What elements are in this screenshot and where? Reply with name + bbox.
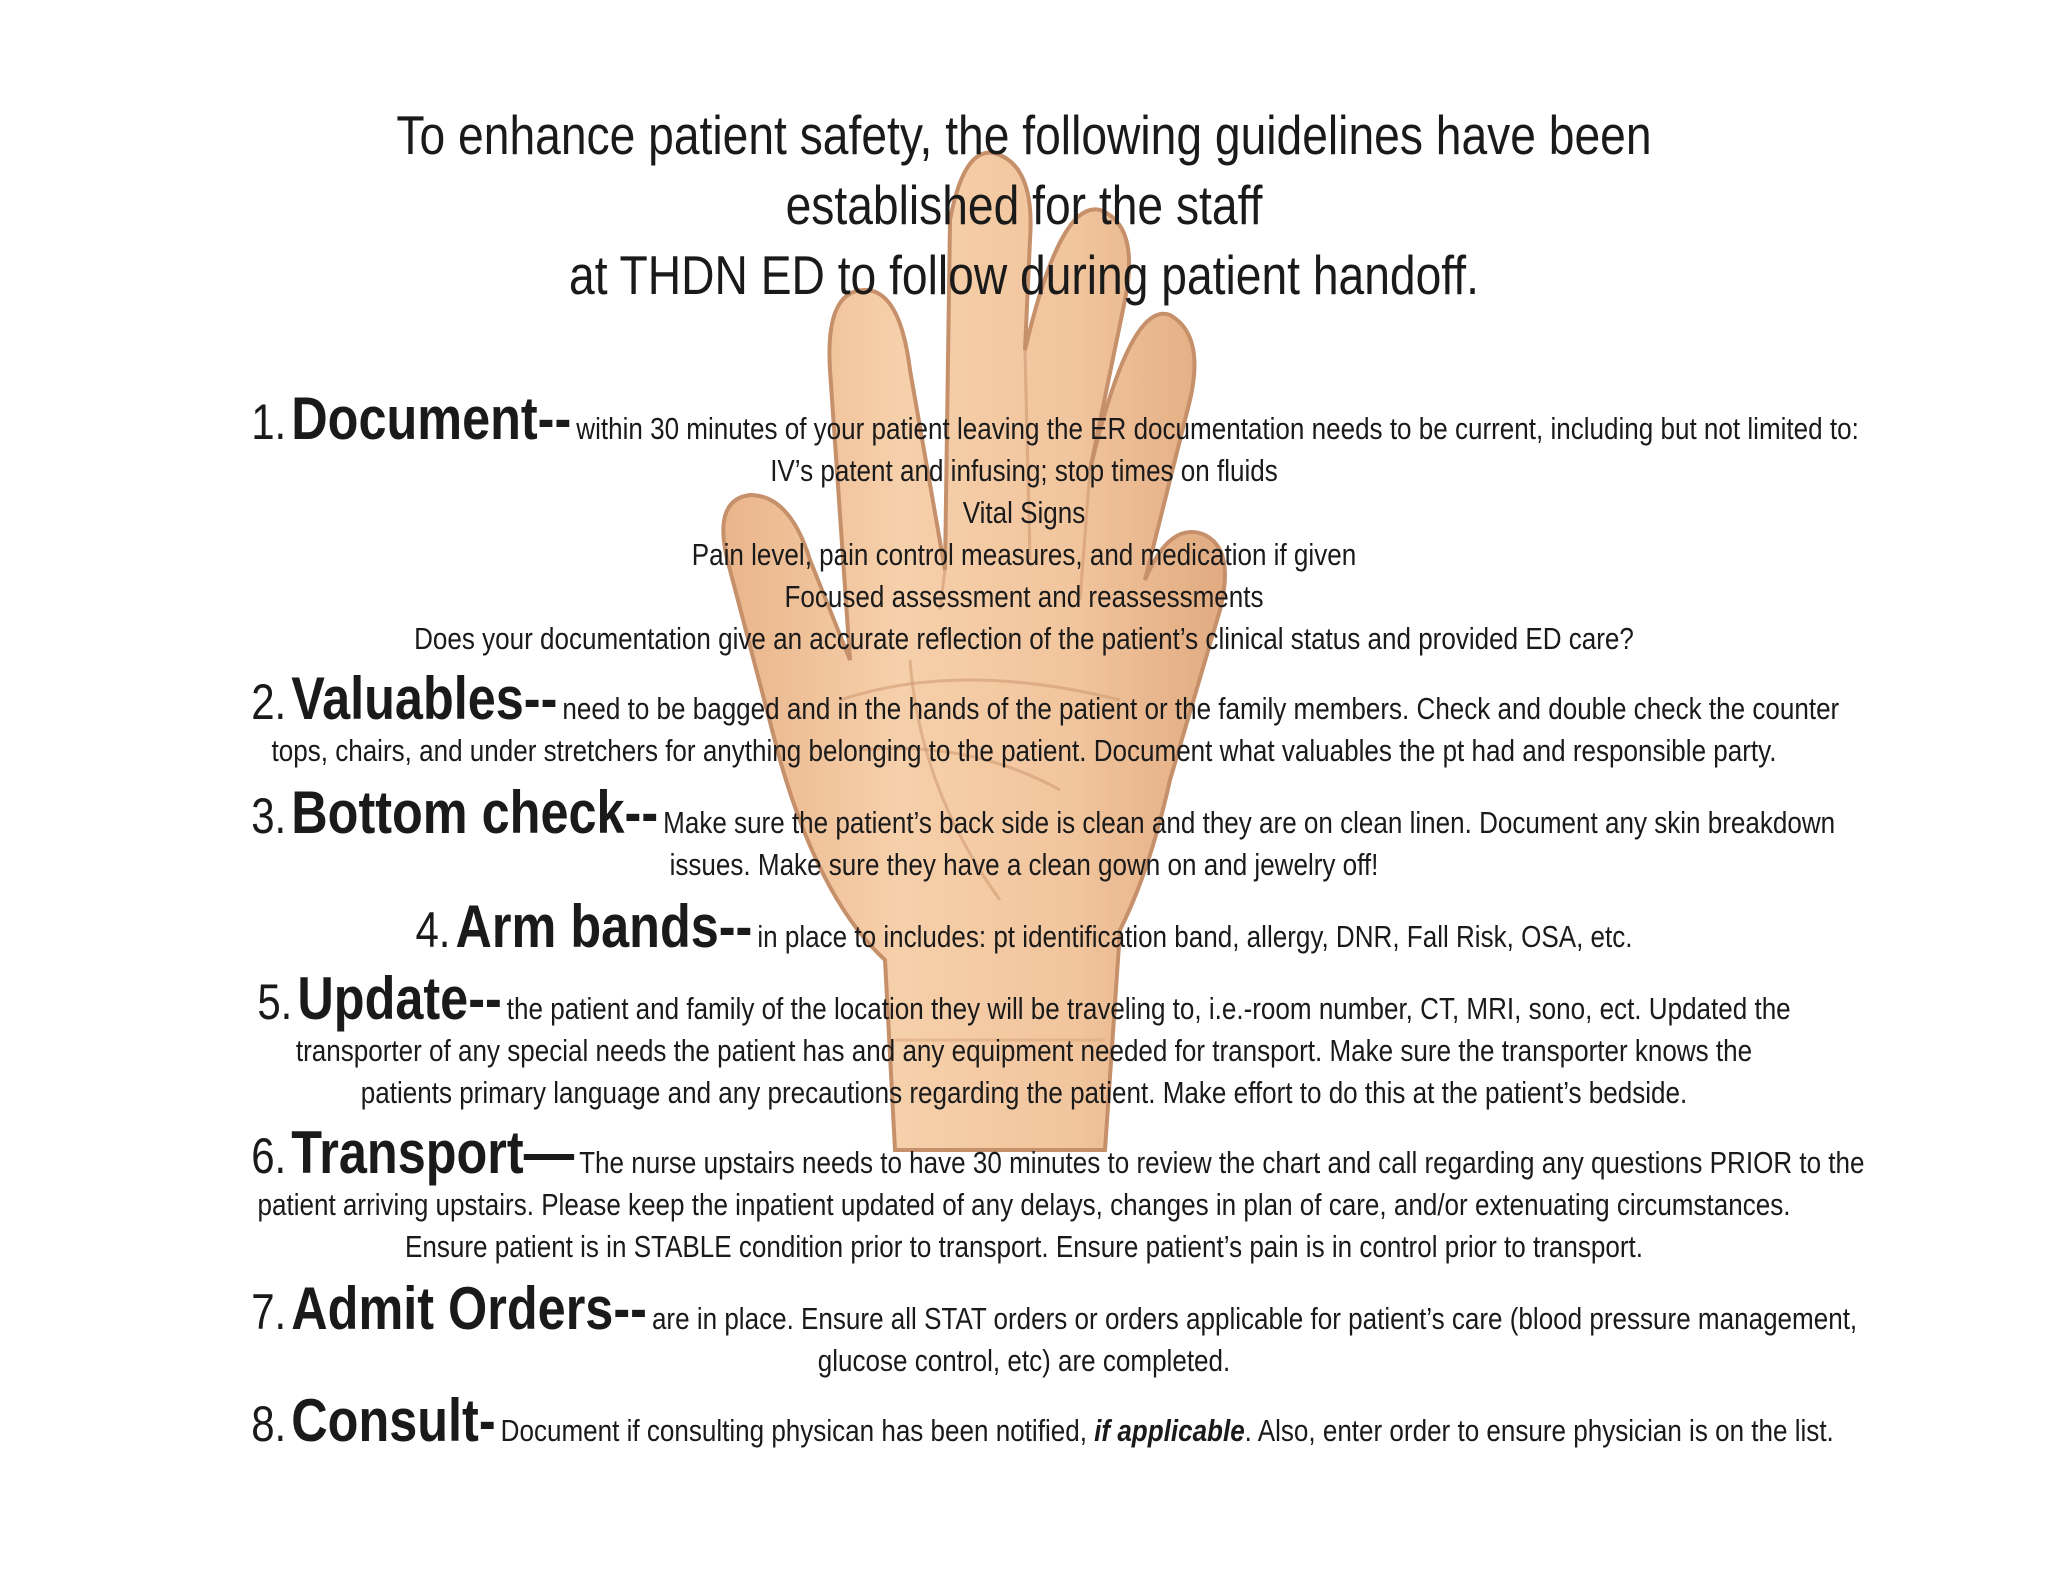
guideline-item-valuables (251, 665, 1840, 772)
item-subline: patients primary language and any precautions regarding the patient. Make effort to do this at the patient’s bedside. (360, 1075, 1688, 1110)
item-heading: Arm bands-- (455, 893, 753, 960)
item-subline: Vital Signs (962, 495, 1086, 530)
item-number: 8. (251, 1396, 287, 1452)
guideline-item-update (251, 965, 1797, 1114)
item-subline: tops, chairs, and under stretchers for anything belonging to the patient. Document what valuables the pt had and responsible party. (271, 733, 1777, 768)
guideline-item-consult (251, 1387, 1834, 1454)
item-subline: transporter of any special needs the patient has and any equipment needed for transport. Make sure the transporter knows the (295, 1033, 1753, 1068)
item-heading: Bottom check-- (291, 779, 659, 846)
item-number: 2. (251, 674, 287, 730)
item-subline: glucose control, etc) are completed. (817, 1343, 1231, 1378)
item-text: in place to includes: pt identification band, allergy, DNR, Fall Risk, OSA, etc. (757, 919, 1633, 954)
guideline-item-transport (251, 1119, 1865, 1268)
guideline-item-document (251, 385, 1859, 660)
item-number: 5. (257, 974, 293, 1030)
guideline-item-arm-bands (251, 893, 1797, 960)
title-line: To enhance patient safety, the following guidelines have been (396, 104, 1652, 166)
item-text: Document if consulting physican has been notified, (500, 1413, 1087, 1448)
item-heading: Transport— (291, 1119, 575, 1186)
item-number: 6. (251, 1128, 287, 1184)
item-subline: patient arriving upstairs. Please keep the inpatient updated of any delays, changes in plan of care, and/or extenuating circumstances. (257, 1187, 1791, 1222)
item-emphasis: if applicable (1094, 1413, 1245, 1448)
item-subline: issues. Make sure they have a clean gown on and jewelry off! (669, 847, 1379, 882)
item-subline: Does your documentation give an accurate reflection of the patient’s clinical status and provided ED care? (414, 621, 1634, 656)
item-number: 4. (415, 902, 451, 958)
item-text: are in place. Ensure all STAT orders or orders applicable for patient’s care (blood pressure management, (651, 1301, 1858, 1336)
item-heading: Consult- (291, 1387, 496, 1454)
item-heading: Update-- (297, 965, 502, 1032)
item-subline: Ensure patient is in STABLE condition prior to transport. Ensure patient’s pain is in control prior to transport. (404, 1229, 1644, 1264)
item-text: the patient and family of the location they will be traveling to, i.e.-room number, CT, MRI, sono, ect. Updated the (506, 991, 1791, 1026)
item-number: 3. (251, 788, 287, 844)
guideline-item-admit-orders (251, 1275, 1858, 1382)
item-text: The nurse upstairs needs to have 30 minutes to review the chart and call regarding any questions PRIOR to the (579, 1145, 1865, 1180)
item-heading: Document-- (291, 385, 572, 452)
item-subline: IV’s patent and infusing; stop times on fluids (770, 453, 1278, 488)
guideline-item-bottom-check (251, 779, 1836, 886)
item-number: 1. (251, 394, 287, 450)
item-text-after: . Also, enter order to ensure physician is on the list. (1244, 1413, 1834, 1448)
item-text: need to be bagged and in the hands of the patient or the family members. Check and double check the counter (562, 691, 1840, 726)
item-number: 7. (251, 1284, 287, 1340)
title-line: at THDN ED to follow during patient handoff. (569, 244, 1479, 306)
document-title (352, 100, 1696, 310)
item-heading: Valuables-- (291, 665, 558, 732)
item-subline: Focused assessment and reassessments (784, 579, 1264, 614)
item-heading: Admit Orders-- (291, 1275, 647, 1342)
item-text: Make sure the patient’s back side is clean and they are on clean linen. Document any skin breakdown (663, 805, 1836, 840)
title-line: established for the staff (785, 174, 1263, 236)
item-text: within 30 minutes of your patient leaving the ER documentation needs to be current, including but not limited to: (576, 411, 1859, 446)
item-subline: Pain level, pain control measures, and medication if given (691, 537, 1357, 572)
